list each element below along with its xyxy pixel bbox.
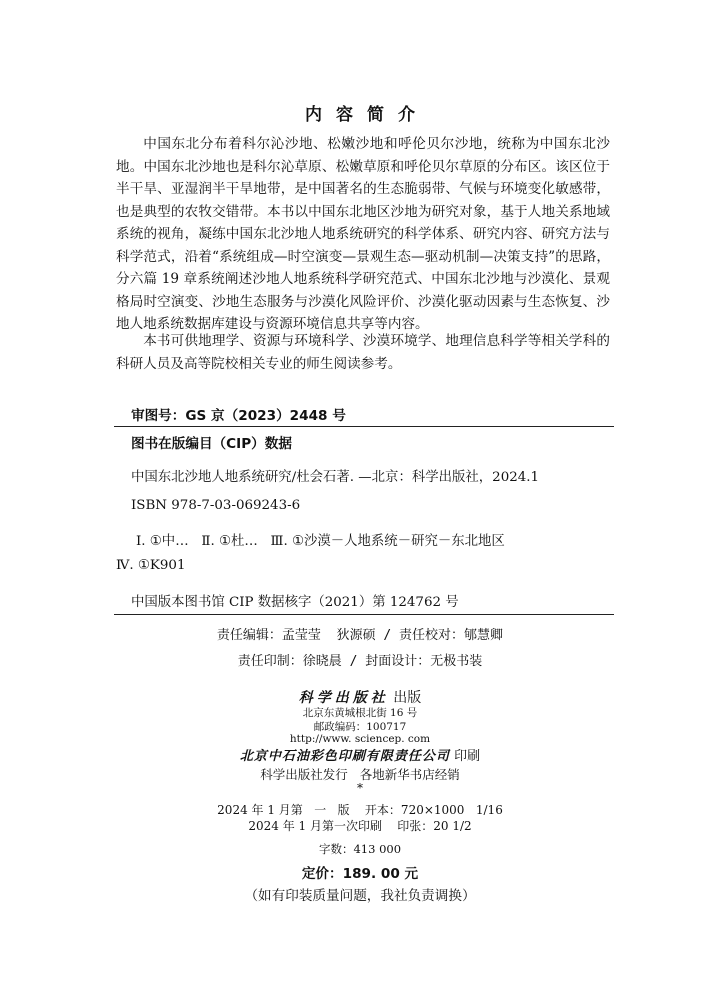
separator-star: * (357, 781, 363, 795)
map-review-number: 审图号：GS 京（2023）2448 号 (131, 408, 346, 424)
summary-paragraph-2: 本书可供地理学、资源与环境科学、沙漠环境学、地理信息科学等相关学科的科研人员及高等院校相关专业的师生阅读参考。 (116, 333, 610, 372)
publisher-line (0, 687, 720, 707)
staff-line-1: 责任编辑：孟莹莹 狄源硕 / 责任校对：郇慧卿 (216, 628, 504, 643)
distribution-line: 科学出版社发行 各地新华书店经销 (260, 767, 460, 782)
publisher-suffix: 出版 (393, 690, 422, 706)
printer-line (0, 745, 720, 764)
publisher-address: 北京东黄城根北街 16 号 (302, 707, 418, 719)
divider-top (114, 426, 614, 427)
publisher-url: http://www. sciencep. com (289, 733, 431, 745)
edition-line-2: 2024 年 1 月第一次印刷 印张：20 1/2 (248, 819, 472, 833)
cip-main-entry: 中国东北沙地人地系统研究/杜会石著. —北京：科学出版社，2024.1 (131, 470, 540, 485)
quality-notice: （如有印装质量问题，我社负责调换） (244, 888, 476, 904)
publisher-name: 科学出版社 (298, 690, 389, 706)
staff-line-2: 责任印制：徐晓晨 / 封面设计：无极书装 (237, 654, 483, 669)
printer-suffix: 印刷 (454, 749, 481, 764)
cip-classification-line-2: Ⅳ. ①K901 (116, 558, 186, 573)
cip-record-number: 中国版本图书馆 CIP 数据核字（2021）第 124762 号 (131, 595, 459, 610)
cip-classification-line-1: Ⅰ. ①中… Ⅱ. ①杜… Ⅲ. ①沙漠－人地系统－研究－东北地区 (136, 534, 505, 549)
word-count: 字数：413 000 (318, 842, 402, 856)
divider-bottom (114, 614, 614, 615)
cip-heading: 图书在版编目（CIP）数据 (131, 436, 292, 452)
cip-isbn: ISBN 978-7-03-069243-6 (131, 498, 301, 513)
summary-paragraph-1: 中国东北分布着科尔沁沙地、松嫩沙地和呼伦贝尔沙地，统称为中国东北沙地。中国东北沙地也是科尔沁草原、松嫩草原和呼伦贝尔草原的分布区。该区位于半干旱、亚湿润半干旱地带，是中国著名的生态脆弱带、气候与环境变化敏感带，也是典型的农牧交错带。本书以中国东北地区沙地为研究对象，基于人地关系地域系统的视角，凝练中国东北沙地人地系统研究的科学体系、研究内容、研究方法与科学范式，沿着“系统组成—时空演变—景观生态—驱动机制—决策支持”的思路，分六篇 19 章系统阐述沙地人地系统科学研究范式、中国东北沙地与沙漠化、景观格局时空演变、沙地生态服务与沙漠化风险评价、沙漠化驱动因素与生态恢复、沙地人地系统数据库建设与资源环境信息共享等内容。 (116, 136, 610, 332)
publisher-postcode: 邮政编码：100717 (313, 721, 407, 733)
printer-name: 北京中石油彩色印刷有限责任公司 (239, 749, 450, 764)
summary-title: 内容简介 (305, 105, 429, 125)
edition-line-1: 2024 年 1 月第 一 版 开本：720×1000 1/16 (217, 803, 503, 817)
price: 定价：189. 00 元 (301, 866, 419, 882)
